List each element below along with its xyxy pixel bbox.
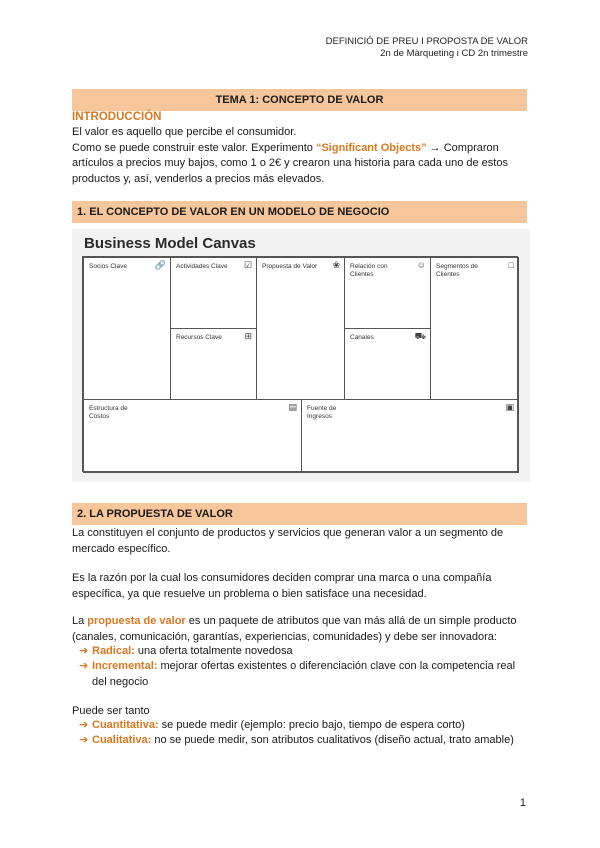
- s2-paragraph-3: [72, 614, 532, 645]
- cell-fuente-ingresos: [301, 399, 519, 473]
- tema-title-bar: [72, 89, 527, 111]
- cell-label: Recursos Clave: [176, 334, 222, 341]
- header-course-title: DEFINICIÓ DE PREU I PROPOSTA DE VALOR: [325, 36, 528, 47]
- intro-paragraph: [72, 125, 532, 187]
- arrow-icon: ➔: [79, 719, 89, 731]
- business-model-canvas-figure: [72, 229, 530, 482]
- bullet-label: Radical:: [92, 645, 135, 657]
- p3-text-post: es un paquete de atributos que van más allá de un simple producto (canales, comunicación, garantías, experiencias, comunidades) y debe ser innovadora:: [72, 615, 517, 643]
- intro-line-1: El valor es aquello que percibe el consumidor.: [72, 126, 297, 138]
- add-box-icon: ⊞: [244, 331, 252, 341]
- cell-label: Socios Clave: [89, 263, 127, 270]
- intro-heading: INTRODUCCIÓN: [72, 111, 162, 123]
- cell-estructura-costos: [83, 399, 302, 473]
- intro-text: Como se puede construir este valor. Experimento: [72, 141, 316, 154]
- significant-objects-accent: “Significant Objects”: [315, 141, 427, 154]
- bullet-label: Cualitativa:: [92, 734, 152, 746]
- p3-text: La: [72, 615, 88, 627]
- s2-paragraph-2: Es la razón por la cual los consumidores deciden comprar una marca o una compañía específica, ya que resuelve un problema o bien satisface una necesidad.: [72, 572, 492, 600]
- page-number: 1: [519, 797, 526, 809]
- cell-label: Canales: [350, 334, 374, 341]
- bullet-text: se puede medir (ejemplo: precio bajo, tiempo de espera corto): [158, 719, 465, 731]
- cell-socios-clave: [83, 257, 171, 400]
- canvas-title: Business Model Canvas: [84, 235, 256, 252]
- cell-label: Propuesta de Valor: [262, 263, 318, 270]
- section2-title-bar: [72, 503, 527, 525]
- tema-title: TEMA 1: CONCEPTO DE VALOR: [215, 94, 384, 106]
- cell-propuesta-de-valor: [256, 257, 345, 400]
- arrow-icon: ➔: [79, 734, 89, 746]
- intro-text-post: → Compraron artículos a precios muy bajos, como 1 o 2€ y crearon una historia para cada uno de estos productos y, así, venderlos a precios más elevados.: [72, 141, 508, 185]
- wallet-icon: ▣: [505, 402, 514, 412]
- chat-icon: □: [508, 260, 514, 270]
- section2-title: 2. LA PROPUESTA DE VALOR: [77, 508, 233, 520]
- page-header: [326, 36, 528, 60]
- cell-label: Estructura de Costos: [89, 405, 128, 420]
- bullet-text: mejorar ofertas existentes o diferenciación clave con la competencia real del negocio: [92, 660, 516, 688]
- bullet-incremental: [79, 659, 522, 690]
- s2-paragraph-1: La constituyen el conjunto de productos y servicios que generan valor a un segmento de mercado específico.: [72, 527, 504, 555]
- cell-canales: [344, 328, 431, 400]
- cell-segmentos-clientes: [430, 257, 519, 400]
- arrow-icon: ➔: [79, 660, 89, 672]
- truck-icon: ⛟: [414, 331, 426, 341]
- section1-title: 1. EL CONCEPTO DE VALOR EN UN MODELO DE NEGOCIO: [77, 206, 390, 218]
- bullet-label: Incremental:: [92, 660, 158, 672]
- checkbox-icon: ☑: [243, 260, 252, 270]
- cell-label: Actividades Clave: [176, 263, 228, 270]
- document-icon: ▤: [288, 402, 297, 412]
- cell-relacion-clientes: [344, 257, 431, 329]
- bullet-cualitativa: [79, 733, 522, 749]
- bullet-radical: [79, 644, 532, 660]
- cell-label: Relación con Clientes: [350, 263, 388, 278]
- s2-paragraph-4: Puede ser tanto: [72, 705, 150, 717]
- arrow-icon: ➔: [79, 645, 89, 657]
- cell-recursos-clave: [170, 328, 257, 400]
- canvas-grid: [82, 256, 518, 472]
- cell-actividades-clave: [170, 257, 257, 329]
- gift-icon: ❀: [332, 260, 340, 270]
- bullet-label: Cuantitativa:: [92, 719, 159, 731]
- intro-line-2: [72, 141, 532, 188]
- propuesta-accent: propuesta de valor: [87, 615, 186, 627]
- bullet-cuantitativa: [79, 718, 532, 734]
- bullet-text: una oferta totalmente novedosa: [134, 645, 293, 657]
- user-circle-icon: ☺: [416, 260, 426, 270]
- section1-title-bar: [72, 201, 527, 223]
- header-course-subtitle: 2n de Màrqueting i CD 2n trimestre: [380, 48, 528, 59]
- cell-label: Segmentos de Clientes: [436, 263, 478, 278]
- bullet-text: no se puede medir, son atributos cualitativos (diseño actual, trato amable): [151, 734, 514, 746]
- cell-label: Fuente de Ingresos: [307, 405, 337, 420]
- partners-icon: 🔗: [154, 260, 166, 270]
